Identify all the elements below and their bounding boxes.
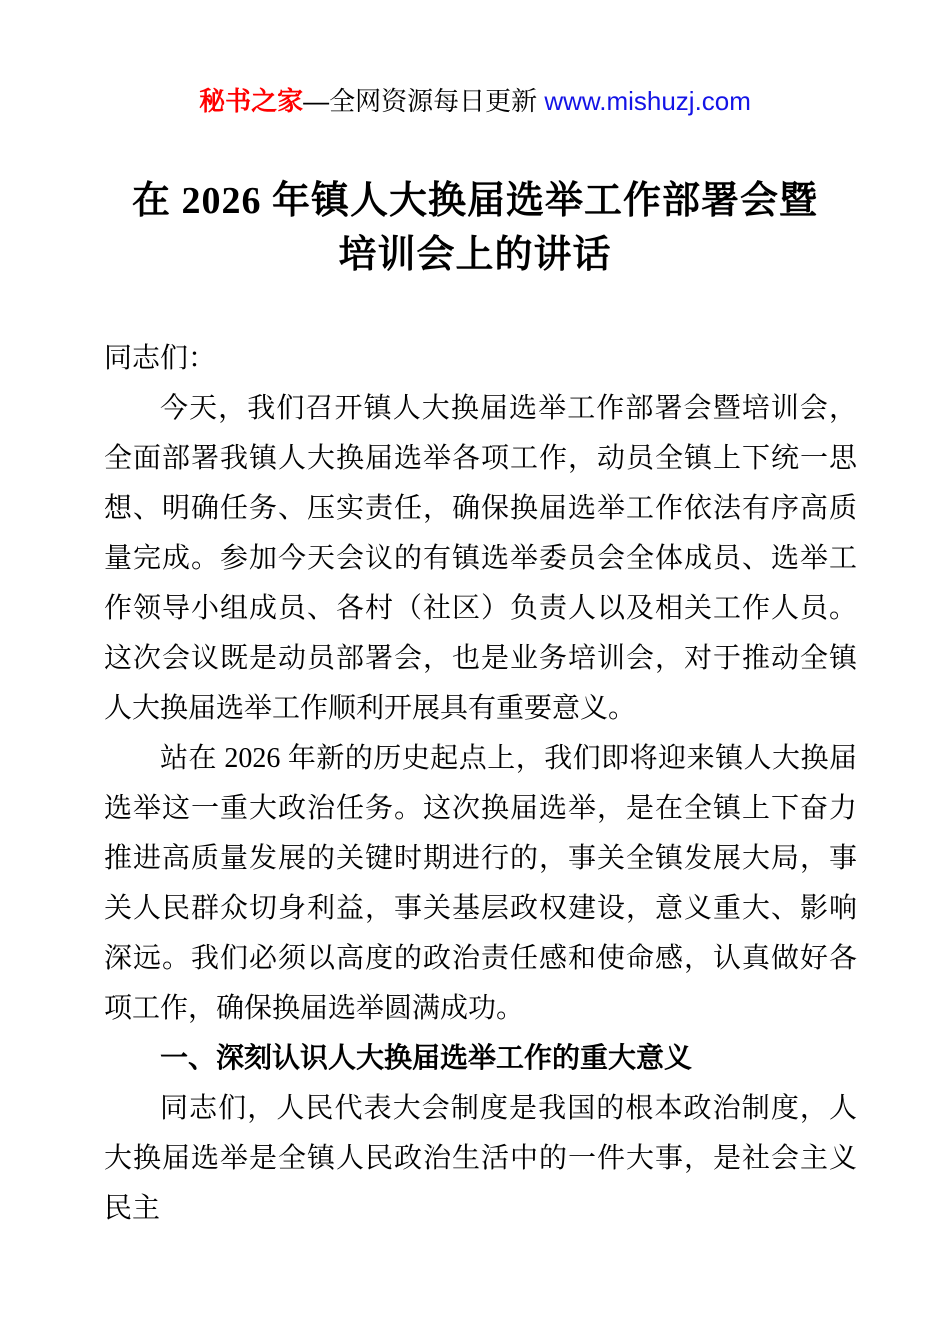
document-title xyxy=(0,174,950,282)
paragraph-2: 站在 2026 年新的历史起点上，我们即将迎来镇人大换届选举这一重大政治任务。这次换届选举，是在全镇上下奋力推进高质量发展的关键时期进行的，事关全镇发展大局，事关人民群众切身利益，事关基层政权建设，意义重大、影响深远。我们必须以高度的政治责任感和使命感，认真做好各项工作，确保换届选举圆满成功。 xyxy=(104,743,857,1024)
document-title-line-2: 培训会上的讲话 xyxy=(338,234,612,276)
site-brand: 秘书之家 xyxy=(199,86,304,116)
site-header xyxy=(0,0,950,118)
site-tagline: —全网资源每日更新 xyxy=(303,86,545,116)
section-heading-1: 一、深刻认识人大换届选举工作的重大意义 xyxy=(160,1043,693,1074)
salutation: 同志们： xyxy=(104,343,217,374)
paragraph-3: 同志们，人民代表大会制度是我国的根本政治制度，人大换届选举是全镇人民政治生活中的一件大事，是社会主义民主 xyxy=(104,1093,857,1224)
document-title-line-1: 在 2026 年镇人大换届选举工作部署会暨 xyxy=(131,180,818,222)
paragraph-1: 今天，我们召开镇人大换届选举工作部署会暨培训会，全面部署我镇人大换届选举各项工作，动员全镇上下统一思想、明确任务、压实责任，确保换届选举工作依法有序高质量完成。参加今天会议的有镇选举委员会全体成员、选举工作领导小组成员、各村（社区）负责人以及相关工作人员。这次会议既是动员部署会，也是业务培训会，对于推动全镇人大换届选举工作顺利开展具有重要意义。 xyxy=(104,393,857,724)
document-body xyxy=(104,334,857,1234)
site-url-link[interactable]: www.mishuzj.com xyxy=(544,86,751,116)
